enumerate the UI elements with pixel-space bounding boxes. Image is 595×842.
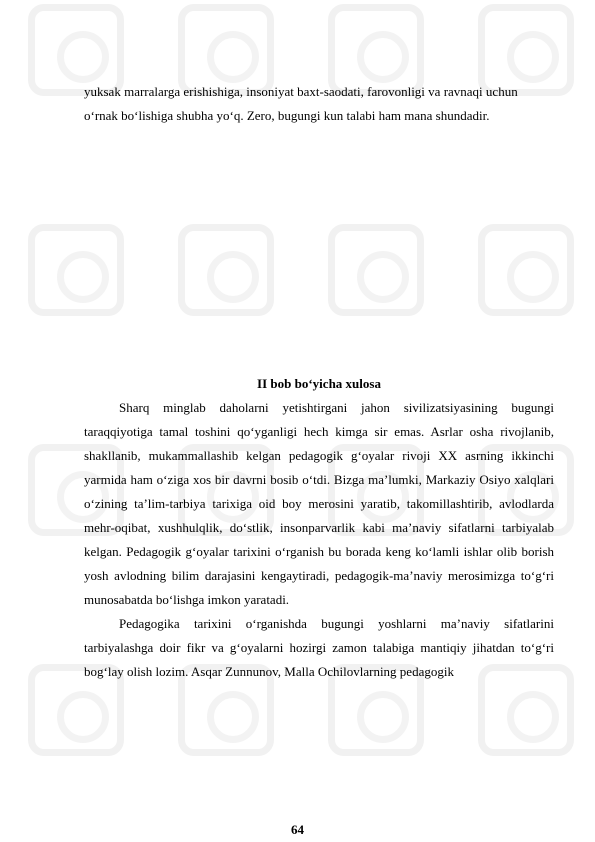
continued-text <box>84 80 554 128</box>
continued-paragraph: yuksak marralarga erishishiga, insoniyat baxt-saodati, farovonligi va ravnaqi uchun o‘rnak bo‘lishiga shubha yo‘q. Zero, bugungi kun talabi ham mana shundadir. <box>84 84 518 123</box>
body-paragraph-2: Pedagogika tarixini o‘rganishda bugungi yoshlarni ma’naviy sifatlarini tarbiyalashga doir fikr va g‘oyalarni hozirgi zamon talabiga mantiqiy jihatdan to‘g‘ri bog‘lay olish lozim. Asqar Zunnunov, Malla Ochilovlarning pedagogik <box>84 616 554 679</box>
section-heading: II bob bo‘yicha xulosa <box>257 376 381 391</box>
page-number: 64 <box>291 822 304 837</box>
watermark-icon <box>178 224 274 316</box>
watermark-icon <box>28 224 124 316</box>
body-paragraph-1: Sharq minglab daholarni yetishtirgani jahon sivilizatsiyasining bugungi taraqqiyotiga tamal toshini qo‘yganligi hech kimga sir emas. Asrlar osha rivojlanib, shakllanib, mukammallashib kelgan pedagogik g‘oyalar rivoji XX asrning ikkinchi yarmida ham o‘ziga xos bir davrni bosib o‘tdi. Bizga ma’lumki, Markaziy Osiyo xalqlari o‘zining ta’lim-tarbiya tarixiga oid boy merosini yaratib, takomillashtirib, avlodlarda mehr-oqibat, xushhulqlik, do‘stlik, insonparvarlik kabi ma’naviy sifatlarni tarbiyalab kelgan. Pedagogik g‘oyalar tarixini o‘rganish bu borada keng ko‘lamli ishlar olib borish yosh avlodning bilim darajasini kengaytiradi, pedagogik-ma’naviy merosimizga to‘g‘ri munosabatda bo‘lishga imkon yaratadi. <box>84 400 554 607</box>
watermark-icon <box>328 224 424 316</box>
section-body <box>84 396 554 684</box>
watermark-icon <box>478 224 574 316</box>
